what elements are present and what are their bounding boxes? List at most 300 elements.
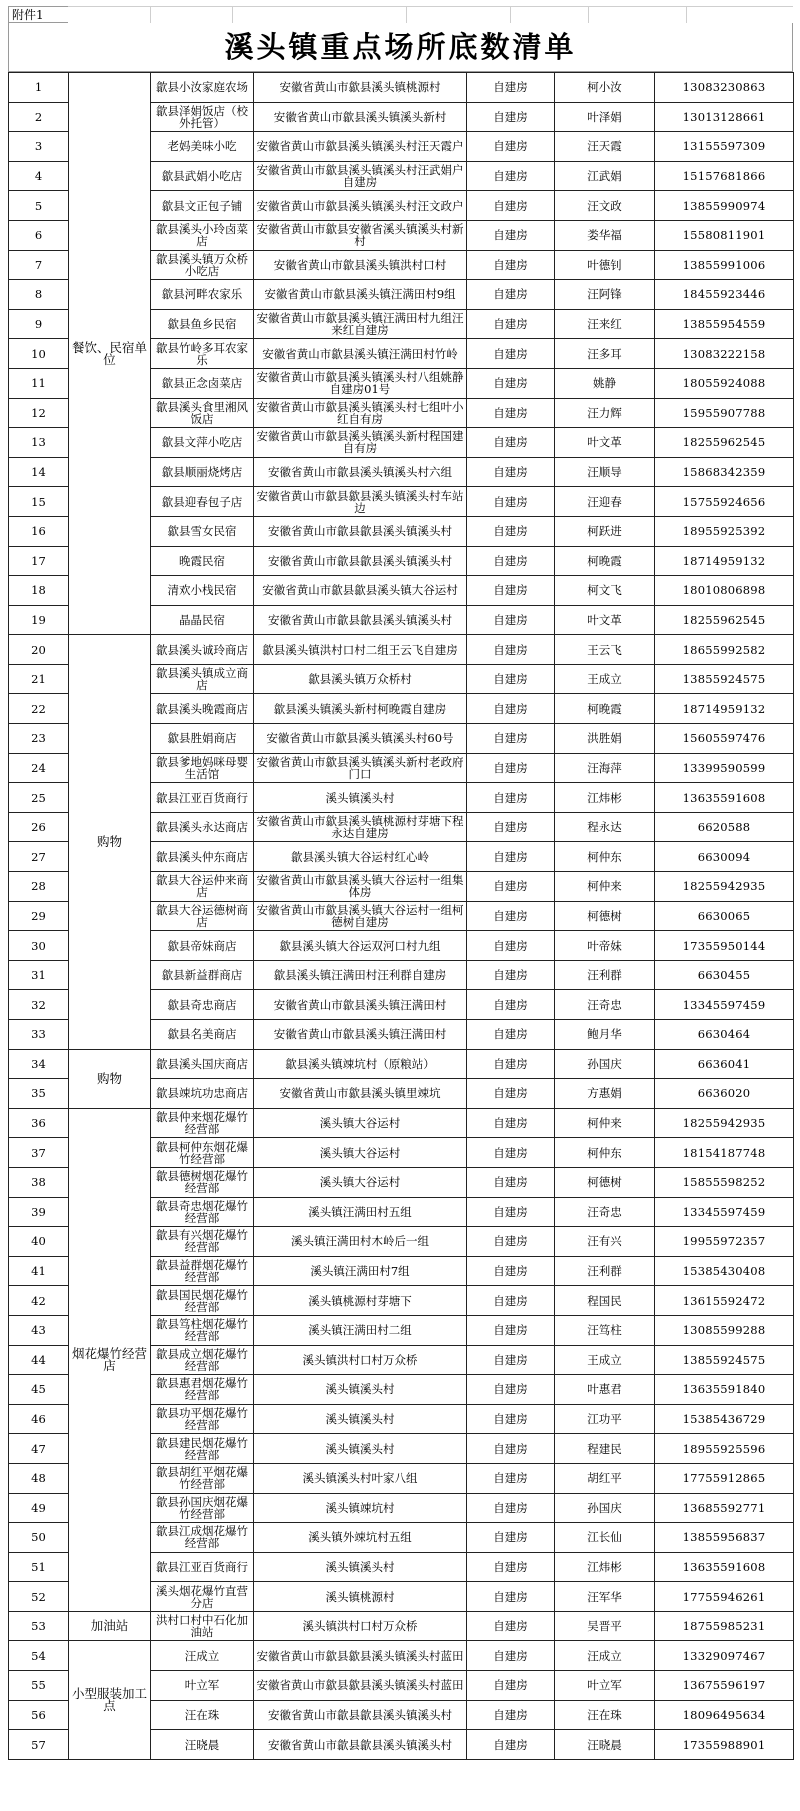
site-address: 溪头镇外竦坑村五组 <box>254 1523 467 1553</box>
site-name: 歙县正念卤菜店 <box>151 368 254 398</box>
site-address: 安徽省黄山市歙县歙县溪头镇溪头村 <box>254 1730 467 1760</box>
building-type: 自建房 <box>467 1108 555 1138</box>
contact-name: 叶帝妹 <box>555 931 655 961</box>
building-type: 自建房 <box>467 1463 555 1493</box>
site-address: 安徽省黄山市歙县溪头镇汪满田村9组 <box>254 280 467 310</box>
building-type: 自建房 <box>467 1671 555 1701</box>
contact-phone: 13013128661 <box>655 102 794 132</box>
site-name: 歙县国民烟花爆竹经营部 <box>151 1286 254 1316</box>
contact-name: 洪胜娟 <box>555 724 655 754</box>
row-number: 39 <box>9 1197 69 1227</box>
contact-phone: 18714959132 <box>655 546 794 576</box>
contact-phone: 17355988901 <box>655 1730 794 1760</box>
site-address: 安徽省黄山市歙县溪头镇溪头新村老政府门口 <box>254 753 467 783</box>
site-name: 歙县名美商店 <box>151 1020 254 1050</box>
contact-name: 方惠娟 <box>555 1079 655 1109</box>
row-number: 17 <box>9 546 69 576</box>
row-number: 13 <box>9 428 69 458</box>
row-number: 24 <box>9 753 69 783</box>
row-number: 21 <box>9 664 69 694</box>
contact-name: 柯仲东 <box>555 842 655 872</box>
site-address: 安徽省黄山市歙县溪头镇里竦坑 <box>254 1079 467 1109</box>
building-type: 自建房 <box>467 931 555 961</box>
contact-phone: 13635591608 <box>655 783 794 813</box>
contact-name: 汪力辉 <box>555 398 655 428</box>
contact-name: 柯仲东 <box>555 1138 655 1168</box>
site-address: 安徽省黄山市歙县溪头镇汪满田村 <box>254 990 467 1020</box>
contact-phone: 6630464 <box>655 1020 794 1050</box>
contact-phone: 6630094 <box>655 842 794 872</box>
row-number: 43 <box>9 1315 69 1345</box>
contact-phone: 13085599288 <box>655 1315 794 1345</box>
site-address: 溪头镇桃源村 <box>254 1582 467 1612</box>
contact-phone: 18255942935 <box>655 872 794 902</box>
contact-name: 汪成立 <box>555 1641 655 1671</box>
site-name: 叶立军 <box>151 1671 254 1701</box>
contact-phone: 18655992582 <box>655 635 794 665</box>
site-name: 歙县奇忠商店 <box>151 990 254 1020</box>
site-name: 歙县有兴烟花爆竹经营部 <box>151 1227 254 1257</box>
contact-phone: 18714959132 <box>655 694 794 724</box>
row-number: 31 <box>9 960 69 990</box>
site-name: 歙县溪头诚玲商店 <box>151 635 254 665</box>
row-number: 2 <box>9 102 69 132</box>
site-name: 歙县雪女民宿 <box>151 516 254 546</box>
contact-name: 江功平 <box>555 1404 655 1434</box>
site-address: 溪头镇溪头村 <box>254 1375 467 1405</box>
site-name: 歙县建民烟花爆竹经营部 <box>151 1434 254 1464</box>
site-name: 歙县大谷运德树商店 <box>151 901 254 931</box>
site-address: 安徽省黄山市歙县歙县溪头镇溪头村 <box>254 605 467 635</box>
site-address: 安徽省黄山市歙县溪头镇汪满田村 <box>254 1020 467 1050</box>
site-name: 歙县溪头国庆商店 <box>151 1049 254 1079</box>
contact-name: 汪奇忠 <box>555 1197 655 1227</box>
row-number: 4 <box>9 161 69 191</box>
site-name: 歙县溪头晚霞商店 <box>151 694 254 724</box>
contact-name: 汪利群 <box>555 1256 655 1286</box>
contact-phone: 18010806898 <box>655 576 794 606</box>
building-type: 自建房 <box>467 1167 555 1197</box>
site-name: 歙县帝妹商店 <box>151 931 254 961</box>
row-number: 26 <box>9 812 69 842</box>
building-type: 自建房 <box>467 1552 555 1582</box>
site-address: 溪头镇汪满田村7组 <box>254 1256 467 1286</box>
contact-phone: 18755985231 <box>655 1611 794 1641</box>
contact-name: 汪迎春 <box>555 487 655 517</box>
contact-phone: 13855990974 <box>655 191 794 221</box>
site-name: 歙县武娟小吃店 <box>151 161 254 191</box>
site-address: 安徽省黄山市歙县溪头镇溪头新村 <box>254 102 467 132</box>
site-name: 歙县仲来烟花爆竹经营部 <box>151 1108 254 1138</box>
contact-phone: 13635591608 <box>655 1552 794 1582</box>
row-number: 48 <box>9 1463 69 1493</box>
category-cell: 加油站 <box>69 1611 151 1641</box>
site-address: 安徽省黄山市歙县溪头镇大谷运村一组集体房 <box>254 872 467 902</box>
contact-name: 吴晋平 <box>555 1611 655 1641</box>
site-name: 晶晶民宿 <box>151 605 254 635</box>
row-number: 35 <box>9 1079 69 1109</box>
building-type: 自建房 <box>467 1434 555 1464</box>
row-number: 23 <box>9 724 69 754</box>
row-number: 42 <box>9 1286 69 1316</box>
site-address: 安徽省黄山市歙县歙县溪头镇溪头村 <box>254 516 467 546</box>
site-name: 歙县孙国庆烟花爆竹经营部 <box>151 1493 254 1523</box>
site-name: 歙县奇忠烟花爆竹经营部 <box>151 1197 254 1227</box>
category-cell: 小型服装加工点 <box>69 1641 151 1759</box>
contact-phone: 18455923446 <box>655 280 794 310</box>
building-type: 自建房 <box>467 398 555 428</box>
building-type: 自建房 <box>467 1138 555 1168</box>
building-type: 自建房 <box>467 339 555 369</box>
contact-name: 王云飞 <box>555 635 655 665</box>
row-number: 50 <box>9 1523 69 1553</box>
site-address: 安徽省黄山市歙县溪头镇溪头村汪天霞户 <box>254 132 467 162</box>
building-type: 自建房 <box>467 1345 555 1375</box>
site-address: 歙县溪头镇洪村口村二组王云飞自建房 <box>254 635 467 665</box>
contact-phone: 17755912865 <box>655 1463 794 1493</box>
site-name: 歙县江亚百货商行 <box>151 1552 254 1582</box>
contact-phone: 15868342359 <box>655 457 794 487</box>
contact-name: 汪海萍 <box>555 753 655 783</box>
site-name: 歙县泽娟饭店（校外托管） <box>151 102 254 132</box>
building-type: 自建房 <box>467 516 555 546</box>
building-type: 自建房 <box>467 1286 555 1316</box>
contact-phone: 15385436729 <box>655 1404 794 1434</box>
contact-phone: 13083222158 <box>655 339 794 369</box>
site-address: 溪头镇洪村口村万众桥 <box>254 1611 467 1641</box>
site-list-body <box>9 73 794 1760</box>
contact-phone: 13083230863 <box>655 73 794 103</box>
building-type: 自建房 <box>467 753 555 783</box>
contact-name: 叶惠君 <box>555 1375 655 1405</box>
row-number: 14 <box>9 457 69 487</box>
building-type: 自建房 <box>467 1020 555 1050</box>
site-name: 歙县江成烟花爆竹经营部 <box>151 1523 254 1553</box>
contact-name: 程国民 <box>555 1286 655 1316</box>
contact-phone: 13855954559 <box>655 309 794 339</box>
site-name: 歙县益群烟花爆竹经营部 <box>151 1256 254 1286</box>
site-name: 歙县文萍小吃店 <box>151 428 254 458</box>
building-type: 自建房 <box>467 1197 555 1227</box>
site-address: 安徽省黄山市歙县溪头镇溪头村汪武娟户自建房 <box>254 161 467 191</box>
building-type: 自建房 <box>467 546 555 576</box>
site-name: 歙县溪头仲东商店 <box>151 842 254 872</box>
site-address: 安徽省黄山市歙县溪头镇溪头村七组叶小红自有房 <box>254 398 467 428</box>
site-name: 汪成立 <box>151 1641 254 1671</box>
row-number: 56 <box>9 1700 69 1730</box>
building-type: 自建房 <box>467 457 555 487</box>
building-type: 自建房 <box>467 368 555 398</box>
contact-phone: 18955925392 <box>655 516 794 546</box>
row-number: 54 <box>9 1641 69 1671</box>
building-type: 自建房 <box>467 102 555 132</box>
building-type: 自建房 <box>467 1730 555 1760</box>
building-type: 自建房 <box>467 161 555 191</box>
site-name: 歙县德树烟花爆竹经营部 <box>151 1167 254 1197</box>
building-type: 自建房 <box>467 872 555 902</box>
building-type: 自建房 <box>467 1700 555 1730</box>
contact-name: 王成立 <box>555 1345 655 1375</box>
page-title: 溪头镇重点场所底数清单 <box>8 23 793 72</box>
site-name: 洪村口村中石化加油站 <box>151 1611 254 1641</box>
site-name: 歙县鱼乡民宿 <box>151 309 254 339</box>
site-address: 溪头镇溪头村 <box>254 783 467 813</box>
site-address: 安徽省黄山市歙县歙县溪头镇溪头村蓝田 <box>254 1671 467 1701</box>
row-number: 51 <box>9 1552 69 1582</box>
building-type: 自建房 <box>467 1079 555 1109</box>
site-name: 歙县新益群商店 <box>151 960 254 990</box>
contact-phone: 15955907788 <box>655 398 794 428</box>
contact-phone: 17755946261 <box>655 1582 794 1612</box>
contact-phone: 6636041 <box>655 1049 794 1079</box>
table-row <box>9 1611 794 1641</box>
site-name: 歙县溪头镇万众桥小吃店 <box>151 250 254 280</box>
contact-phone: 17355950144 <box>655 931 794 961</box>
row-number: 16 <box>9 516 69 546</box>
site-name: 歙县小汝家庭农场 <box>151 73 254 103</box>
site-address: 溪头镇汪满田村木岭后一组 <box>254 1227 467 1257</box>
contact-name: 柯小汝 <box>555 73 655 103</box>
site-name: 歙县河畔农家乐 <box>151 280 254 310</box>
row-number: 10 <box>9 339 69 369</box>
row-number: 27 <box>9 842 69 872</box>
contact-phone: 13855924575 <box>655 1345 794 1375</box>
site-address: 安徽省黄山市歙县安徽省溪头镇溪头村新村 <box>254 220 467 250</box>
building-type: 自建房 <box>467 428 555 458</box>
row-number: 12 <box>9 398 69 428</box>
row-number: 33 <box>9 1020 69 1050</box>
building-type: 自建房 <box>467 960 555 990</box>
building-type: 自建房 <box>467 220 555 250</box>
row-number: 41 <box>9 1256 69 1286</box>
building-type: 自建房 <box>467 250 555 280</box>
contact-name: 王成立 <box>555 664 655 694</box>
site-name: 歙县竹岭多耳农家乐 <box>151 339 254 369</box>
site-address: 歙县溪头镇溪头新村柯晚霞自建房 <box>254 694 467 724</box>
site-address: 溪头镇汪满田村二组 <box>254 1315 467 1345</box>
contact-name: 柯跃进 <box>555 516 655 546</box>
site-address: 安徽省黄山市歙县歙县溪头镇溪头村车站边 <box>254 487 467 517</box>
site-name: 汪在珠 <box>151 1700 254 1730</box>
site-address: 溪头镇大谷运村 <box>254 1108 467 1138</box>
building-type: 自建房 <box>467 1049 555 1079</box>
contact-name: 汪天霞 <box>555 132 655 162</box>
row-number: 49 <box>9 1493 69 1523</box>
site-address: 安徽省黄山市歙县歙县溪头镇大谷运村 <box>254 576 467 606</box>
table-row <box>9 1108 794 1138</box>
contact-phone: 13855924575 <box>655 664 794 694</box>
row-number: 44 <box>9 1345 69 1375</box>
contact-phone: 15855598252 <box>655 1167 794 1197</box>
row-number: 45 <box>9 1375 69 1405</box>
row-number: 5 <box>9 191 69 221</box>
site-name: 清欢小栈民宿 <box>151 576 254 606</box>
contact-phone: 13675596197 <box>655 1671 794 1701</box>
contact-name: 柯仲来 <box>555 1108 655 1138</box>
row-number: 32 <box>9 990 69 1020</box>
building-type: 自建房 <box>467 1227 555 1257</box>
contact-phone: 15580811901 <box>655 220 794 250</box>
contact-name: 汪笃柱 <box>555 1315 655 1345</box>
row-number: 34 <box>9 1049 69 1079</box>
building-type: 自建房 <box>467 280 555 310</box>
site-address: 溪头镇汪满田村五组 <box>254 1197 467 1227</box>
site-name: 歙县爹地妈咪母婴生活馆 <box>151 753 254 783</box>
contact-phone: 6636020 <box>655 1079 794 1109</box>
contact-name: 汪晓晨 <box>555 1730 655 1760</box>
contact-phone: 15755924656 <box>655 487 794 517</box>
site-address: 安徽省黄山市歙县溪头镇洪村口村 <box>254 250 467 280</box>
contact-name: 汪军华 <box>555 1582 655 1612</box>
contact-phone: 6620588 <box>655 812 794 842</box>
row-number: 8 <box>9 280 69 310</box>
site-address: 安徽省黄山市歙县溪头镇溪头村汪文政户 <box>254 191 467 221</box>
site-address: 歙县溪头镇汪满田村汪利群自建房 <box>254 960 467 990</box>
contact-name: 孙国庆 <box>555 1493 655 1523</box>
site-name: 歙县惠君烟花爆竹经营部 <box>151 1375 254 1405</box>
contact-name: 姚静 <box>555 368 655 398</box>
contact-phone: 13345597459 <box>655 1197 794 1227</box>
contact-name: 娄华福 <box>555 220 655 250</box>
contact-name: 汪有兴 <box>555 1227 655 1257</box>
row-number: 47 <box>9 1434 69 1464</box>
building-type: 自建房 <box>467 1315 555 1345</box>
site-name: 歙县溪头食里湘风饭店 <box>151 398 254 428</box>
building-type: 自建房 <box>467 812 555 842</box>
site-address: 溪头镇洪村口村万众桥 <box>254 1345 467 1375</box>
contact-name: 柯文飞 <box>555 576 655 606</box>
site-address: 溪头镇溪头村叶家八组 <box>254 1463 467 1493</box>
contact-name: 汪利群 <box>555 960 655 990</box>
site-address: 安徽省黄山市歙县溪头镇溪头村六组 <box>254 457 467 487</box>
building-type: 自建房 <box>467 576 555 606</box>
contact-phone: 6630455 <box>655 960 794 990</box>
contact-phone: 13635591840 <box>655 1375 794 1405</box>
site-address: 安徽省黄山市歙县歙县溪头镇溪头村 <box>254 1700 467 1730</box>
site-name: 歙县江亚百货商行 <box>151 783 254 813</box>
row-number: 1 <box>9 73 69 103</box>
contact-name: 程建民 <box>555 1434 655 1464</box>
contact-name: 汪多耳 <box>555 339 655 369</box>
building-type: 自建房 <box>467 783 555 813</box>
row-number: 25 <box>9 783 69 813</box>
building-type: 自建房 <box>467 1611 555 1641</box>
contact-name: 汪文政 <box>555 191 655 221</box>
site-address: 安徽省黄山市歙县溪头镇溪头村60号 <box>254 724 467 754</box>
contact-name: 汪阿锋 <box>555 280 655 310</box>
site-address: 安徽省黄山市歙县溪头镇桃源村 <box>254 73 467 103</box>
contact-phone: 18255962545 <box>655 428 794 458</box>
row-number: 15 <box>9 487 69 517</box>
building-type: 自建房 <box>467 132 555 162</box>
building-type: 自建房 <box>467 1641 555 1671</box>
building-type: 自建房 <box>467 1523 555 1553</box>
site-name: 晚霞民宿 <box>151 546 254 576</box>
row-number: 38 <box>9 1167 69 1197</box>
table-row <box>9 1641 794 1671</box>
contact-phone: 13155597309 <box>655 132 794 162</box>
building-type: 自建房 <box>467 990 555 1020</box>
contact-phone: 18096495634 <box>655 1700 794 1730</box>
contact-name: 鲍月华 <box>555 1020 655 1050</box>
row-number: 7 <box>9 250 69 280</box>
contact-name: 江武娟 <box>555 161 655 191</box>
row-number: 52 <box>9 1582 69 1612</box>
site-address: 安徽省黄山市歙县溪头镇溪头新村程国建自有房 <box>254 428 467 458</box>
site-address: 安徽省黄山市歙县歙县溪头镇溪头村蓝田 <box>254 1641 467 1671</box>
site-name: 歙县大谷运仲来商店 <box>151 872 254 902</box>
row-number: 29 <box>9 901 69 931</box>
row-number: 36 <box>9 1108 69 1138</box>
site-address: 歙县溪头镇大谷运双河口村九组 <box>254 931 467 961</box>
building-type: 自建房 <box>467 1493 555 1523</box>
contact-name: 叶立军 <box>555 1671 655 1701</box>
site-address: 溪头镇溪头村 <box>254 1552 467 1582</box>
building-type: 自建房 <box>467 191 555 221</box>
category-cell: 烟花爆竹经营店 <box>69 1108 151 1611</box>
contact-phone: 13855956837 <box>655 1523 794 1553</box>
contact-phone: 13399590599 <box>655 753 794 783</box>
contact-name: 叶文革 <box>555 605 655 635</box>
site-name: 歙县文正包子铺 <box>151 191 254 221</box>
contact-name: 汪在珠 <box>555 1700 655 1730</box>
contact-phone: 18154187748 <box>655 1138 794 1168</box>
row-number: 9 <box>9 309 69 339</box>
site-name: 歙县溪头永达商店 <box>151 812 254 842</box>
contact-name: 胡红平 <box>555 1463 655 1493</box>
site-name: 溪头烟花爆竹直营分店 <box>151 1582 254 1612</box>
row-number: 18 <box>9 576 69 606</box>
row-number: 6 <box>9 220 69 250</box>
site-name: 歙县笃柱烟花爆竹经营部 <box>151 1315 254 1345</box>
contact-name: 江长仙 <box>555 1523 655 1553</box>
contact-phone: 13855991006 <box>655 250 794 280</box>
contact-name: 孙国庆 <box>555 1049 655 1079</box>
table-row <box>9 73 794 103</box>
contact-phone: 18255962545 <box>655 605 794 635</box>
contact-name: 汪来红 <box>555 309 655 339</box>
site-name: 歙县顺丽烧烤店 <box>151 457 254 487</box>
site-name: 歙县溪头小玲卤菜店 <box>151 220 254 250</box>
building-type: 自建房 <box>467 605 555 635</box>
row-number: 19 <box>9 605 69 635</box>
building-type: 自建房 <box>467 635 555 665</box>
contact-name: 叶文革 <box>555 428 655 458</box>
site-name: 歙县胜娟商店 <box>151 724 254 754</box>
contact-phone: 6630065 <box>655 901 794 931</box>
row-number: 28 <box>9 872 69 902</box>
contact-phone: 13685592771 <box>655 1493 794 1523</box>
site-address: 溪头镇溪头村 <box>254 1434 467 1464</box>
site-address: 溪头镇竦坑村 <box>254 1493 467 1523</box>
table-row <box>9 635 794 665</box>
site-address: 安徽省黄山市歙县溪头镇汪满田村竹岭 <box>254 339 467 369</box>
row-number: 11 <box>9 368 69 398</box>
contact-phone: 15385430408 <box>655 1256 794 1286</box>
contact-phone: 18055924088 <box>655 368 794 398</box>
site-name: 歙县迎春包子店 <box>151 487 254 517</box>
contact-name: 柯晚霞 <box>555 546 655 576</box>
row-number: 30 <box>9 931 69 961</box>
row-number: 22 <box>9 694 69 724</box>
building-type: 自建房 <box>467 664 555 694</box>
contact-name: 柯德树 <box>555 901 655 931</box>
row-number: 20 <box>9 635 69 665</box>
building-type: 自建房 <box>467 73 555 103</box>
contact-phone: 18255942935 <box>655 1108 794 1138</box>
site-address: 溪头镇溪头村 <box>254 1404 467 1434</box>
building-type: 自建房 <box>467 1375 555 1405</box>
